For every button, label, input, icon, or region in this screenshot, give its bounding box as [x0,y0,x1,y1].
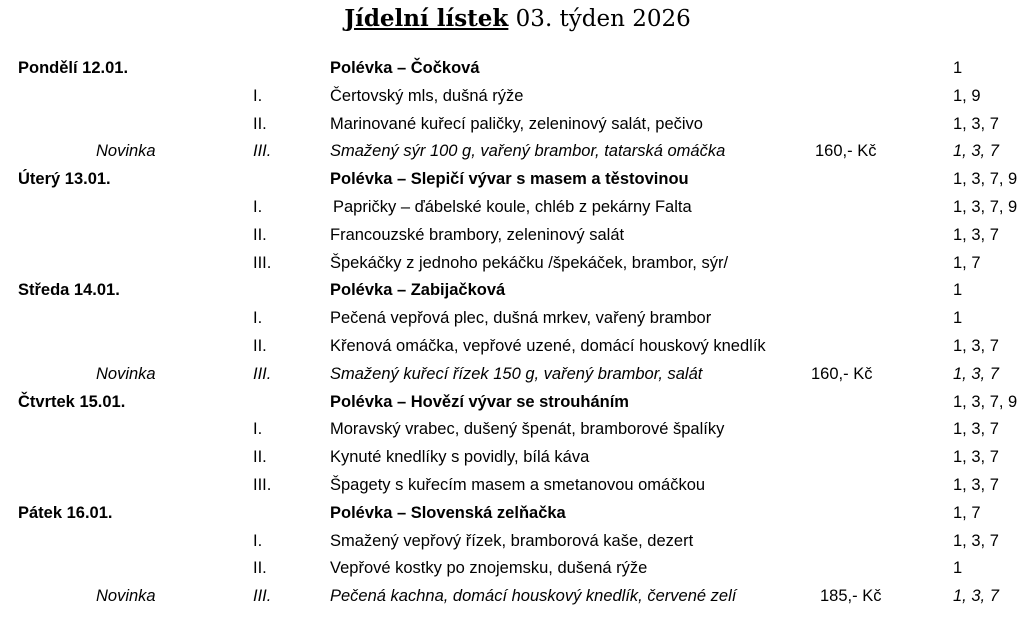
dish-row [0,111,1035,139]
dish-name: Papričky – ďábelské koule, chléb z pekárny Falta [333,197,692,216]
course-number: I. [253,531,263,550]
soup-row [0,500,1035,528]
allergens: 1, 3, 7 [953,336,999,355]
novinka-tag: Novinka [96,142,156,161]
soup-row [0,389,1035,417]
title-main: Jídelní lístek [344,5,509,32]
dish-name: Smažený kuřecí řízek 150 g, vařený brambor, salát [330,364,703,383]
dish-row [0,194,1035,222]
novinka-tag: Novinka [96,364,156,383]
menu-table [0,55,1035,611]
page-title [0,4,1035,34]
allergens: 1 [953,281,963,300]
dish-name: Francouzské brambory, zeleninový salát [330,225,625,244]
day-label: Pátek 16.01. [18,503,113,522]
day-label: Středa 14.01. [18,281,120,300]
allergens: 1, 7 [953,503,981,522]
course-number: III. [253,475,272,494]
dish-row [0,305,1035,333]
allergens: 1, 3, 7 [953,225,999,244]
dish-row [0,472,1035,500]
course-number: II. [253,114,267,133]
dish-row [0,222,1035,250]
allergens: 1, 3, 7 [953,531,999,550]
allergens: 1 [953,59,963,77]
dish-row [0,555,1035,583]
dish-name: Polévka – Zabijačková [330,281,506,300]
price: 185,- Kč [820,587,882,606]
allergens: 1 [953,309,963,328]
dish-name: Vepřové kostky po znojemsku, dušená rýže [330,559,648,578]
course-number: I. [253,197,263,216]
dish-name: Moravský vrabec, dušený špenát, bramborové špalíky [330,420,725,439]
soup-row [0,166,1035,194]
allergens: 1 [953,559,963,578]
novinka-tag: Novinka [96,587,156,606]
dish-row [0,250,1035,278]
dish-row [0,83,1035,111]
day-label: Úterý 13.01. [18,170,111,189]
course-number: III. [253,364,272,383]
dish-name: Čertovský mls, dušná rýže [330,86,524,105]
allergens: 1, 7 [953,253,981,272]
dish-name: Smažený vepřový řízek, bramborová kaše, dezert [330,531,694,550]
dish-name: Kynuté knedlíky s povidly, bílá káva [330,448,590,467]
allergens: 1, 9 [953,86,981,105]
special-row [0,138,1035,166]
course-number: II. [253,225,267,244]
price: 160,- Kč [815,142,877,161]
course-number: II. [253,559,267,578]
title-week: 03. týden 2026 [515,6,691,32]
dish-row [0,528,1035,556]
allergens: 1, 3, 7 [953,420,999,439]
dish-name: Polévka – Hovězí vývar se strouháním [330,392,629,411]
allergens: 1, 3, 7, 9 [953,392,1018,411]
allergens: 1, 3, 7, 9 [953,170,1018,189]
dish-name: Pečená kachna, domácí houskový knedlík, červené zelí [330,587,737,606]
day-label: Čtvrtek 15.01. [18,392,126,411]
dish-name: Polévka – Čočková [330,59,480,77]
soup-row [0,55,1035,83]
price: 160,- Kč [811,364,873,383]
allergens: 1, 3, 7 [953,587,999,606]
dish-name: Pečená vepřová plec, dušná mrkev, vařený brambor [330,309,712,328]
course-number: III. [253,253,272,272]
dish-name: Marinované kuřecí paličky, zeleninový salát, pečivo [330,114,703,133]
special-row [0,583,1035,611]
dish-name: Polévka – Slepičí vývar s masem a těstovinou [330,170,689,189]
allergens: 1, 3, 7 [953,448,999,467]
course-number: I. [253,86,263,105]
course-number: I. [253,420,263,439]
allergens: 1, 3, 7 [953,142,999,161]
allergens: 1, 3, 7, 9 [953,197,1018,216]
course-number: I. [253,309,263,328]
dish-name: Smažený sýr 100 g, vařený brambor, tatarská omáčka [330,142,726,161]
dish-name: Polévka – Slovenská zelňačka [330,503,566,522]
course-number: III. [253,587,272,606]
soup-row [0,277,1035,305]
allergens: 1, 3, 7 [953,475,999,494]
dish-row [0,416,1035,444]
dish-name: Špekáčky z jednoho pekáčku /špekáček, brambor, sýr/ [330,253,729,272]
dish-row [0,444,1035,472]
dish-name: Křenová omáčka, vepřové uzené, domácí houskový knedlík [330,336,766,355]
course-number: III. [253,142,272,161]
special-row [0,361,1035,389]
day-label: Pondělí 12.01. [18,59,129,77]
dish-name: Špagety s kuřecím masem a smetanovou omáčkou [330,475,706,494]
course-number: II. [253,448,267,467]
allergens: 1, 3, 7 [953,364,999,383]
allergens: 1, 3, 7 [953,114,999,133]
course-number: II. [253,336,267,355]
dish-row [0,333,1035,361]
